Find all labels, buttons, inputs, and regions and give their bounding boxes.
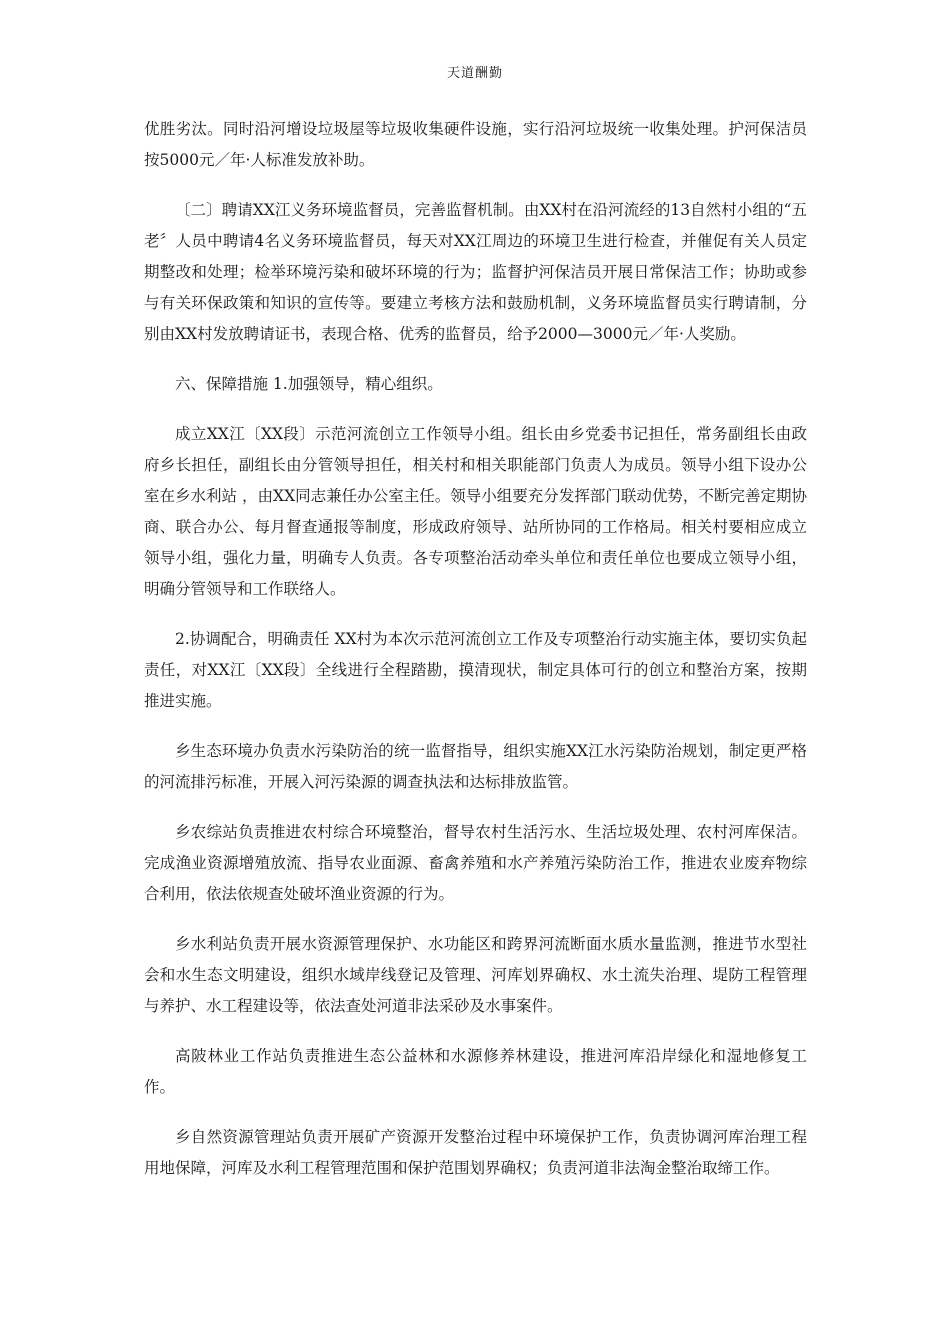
paragraph-3: 六、保障措施 1.加强领导，精心组织。 [175,375,443,393]
page-header: 天道酬勤 [446,66,503,81]
document-body [144,114,807,1203]
paragraph-7: 乡农综站负责推进农村综合环境整治，督导农村生活污水、生活垃圾处理、农村河库保洁。完成渔业资源增殖放流、指导农业面源、畜禽养殖和水产养殖污染防治工作，推进农业废弃物综合利用，依法依规查处破坏渔业资源的行为。 [144,823,807,903]
paragraph-1: 优胜劣汰。同时沿河增设垃圾屋等垃圾收集硬件设施，实行沿河垃圾统一收集处理。护河保洁员按5000元／年·人标准发放补助。 [144,120,807,169]
paragraph-6: 乡生态环境办负责水污染防治的统一监督指导，组织实施XX江水污染防治规划，制定更严格的河流排污标准，开展入河污染源的调查执法和达标排放监管。 [144,742,807,791]
paragraph-8: 乡水利站负责开展水资源管理保护、水功能区和跨界河流断面水质水量监测，推进节水型社会和水生态文明建设，组织水域岸线登记及管理、河库划界确权、水土流失治理、堤防工程管理与养护、水工程建设等，依法查处河道非法采砂及水事案件。 [144,935,807,1015]
paragraph-2: 〔二〕聘请XX江义务环境监督员，完善监督机制。由XX村在沿河流经的13自然村小组的“五老〞人员中聘请4名义务环境监督员，每天对XX江周边的环境卫生进行检查，并催促有关人员定期整改和处理；检举环境污染和破坏环境的行为；监督护河保洁员开展日常保洁工作；协助或参与有关环保政策和知识的宣传等。要建立考核方法和鼓励机制，义务环境监督员实行聘请制，分别由XX村发放聘请证书，表现合格、优秀的监督员，给予2000—3000元／年·人奖励。 [144,201,807,343]
paragraph-9: 高陂林业工作站负责推进生态公益林和水源修养林建设，推进河库沿岸绿化和湿地修复工作。 [144,1047,807,1096]
paragraph-10: 乡自然资源管理站负责开展矿产资源开发整治过程中环境保护工作，负责协调河库治理工程用地保障，河库及水利工程管理范围和保护范围划界确权；负责河道非法淘金整治取缔工作。 [144,1128,807,1177]
paragraph-5: 2.协调配合，明确责任 XX村为本次示范河流创立工作及专项整治行动实施主体，要切实负起责任，对XX江〔XX段〕全线进行全程踏勘，摸清现状，制定具体可行的创立和整治方案，按期推进实施。 [144,630,807,710]
paragraph-4: 成立XX江〔XX段〕示范河流创立工作领导小组。组长由乡党委书记担任，常务副组长由政府乡长担任，副组长由分管领导担任，相关村和相关职能部门负责人为成员。领导小组下设办公室在乡水利站 ，由XX同志兼任办公室主任。领导小组要充分发挥部门联动优势，不断完善定期协商、联合办公、每月督查通报等制度，形成政府领导、站所协同的工作格局。相关村要相应成立领导小组，强化力量，明确专人负责。各专项整治活动牵头单位和责任单位也要成立领导小组，明确分管领导和工作联络人。 [144,425,807,598]
